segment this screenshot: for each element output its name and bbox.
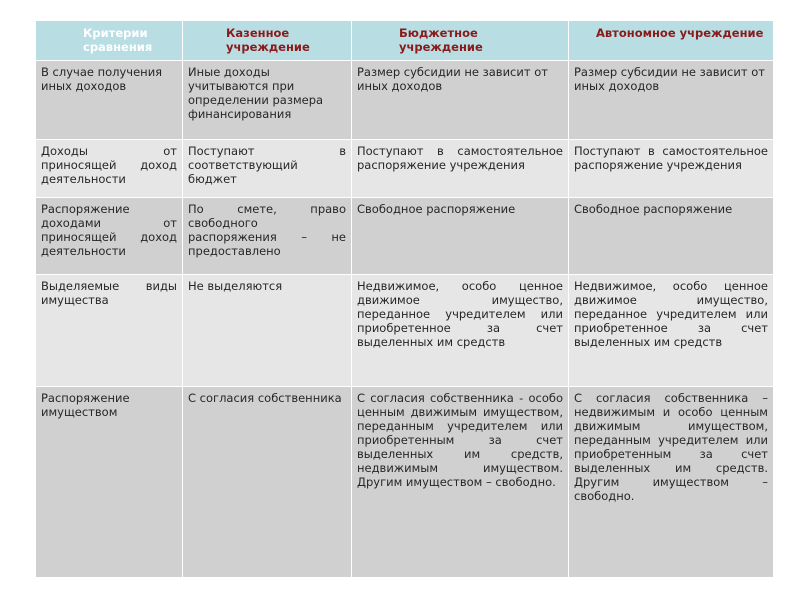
header-criteria: Критерии сравнения [36,21,183,61]
cell-budget: Размер субсидии не зависит от иных доходов [352,61,569,140]
row-criterion: Распоряжение доходами от приносящей доход деятельности [36,198,183,275]
cell-autonomous: С согласия собственника – недвижимым и особо ценным движимым имуществом, переданным учредителем или приобретенным за счет выделенных им средств. Другим имуществом – свободно. [569,387,774,578]
cell-state: Не выделяются [183,275,352,387]
row-criterion: Распоряжение имуществом [36,387,183,578]
header-autonomous-institution: Автономное учреждение [569,21,774,61]
cell-budget: Поступают в самостоятельное распоряжение учреждения [352,140,569,198]
cell-budget: Свободное распоряжение [352,198,569,275]
cell-autonomous: Поступают в самостоятельное распоряжение учреждения [569,140,774,198]
table-header-row [36,21,774,61]
table-row [36,387,774,578]
cell-state: По смете, право свободного распоряжения – не предоставлено [183,198,352,275]
cell-autonomous: Свободное распоряжение [569,198,774,275]
cell-state: С согласия собственника [183,387,352,578]
header-budget-institution: Бюджетное учреждение [352,21,569,61]
cell-budget: Недвижимое, особо ценное движимое имущество, переданное учредителем или приобретенное за счет выделенных им средств [352,275,569,387]
cell-autonomous: Недвижимое, особо ценное движимое имущество, переданное учредителем или приобретенное за счет выделенных им средств [569,275,774,387]
table-row [36,61,774,140]
table-row [36,275,774,387]
row-criterion: Доходы от приносящей доход деятельности [36,140,183,198]
header-state-institution: Казенное учреждение [183,21,352,61]
comparison-table [35,20,774,578]
row-criterion: В случае получения иных доходов [36,61,183,140]
cell-state: Иные доходы учитываются при определении размера финансирования [183,61,352,140]
cell-budget: С согласия собственника - особо ценным движимым имуществом, переданным учредителем или приобретенным за счет выделенных им средств, недвижимым имуществом. Другим имуществом – свободно. [352,387,569,578]
row-criterion: Выделяемые виды имущества [36,275,183,387]
table-row [36,140,774,198]
cell-autonomous: Размер субсидии не зависит от иных доходов [569,61,774,140]
cell-state: Поступают в соответствующий бюджет [183,140,352,198]
table-row [36,198,774,275]
